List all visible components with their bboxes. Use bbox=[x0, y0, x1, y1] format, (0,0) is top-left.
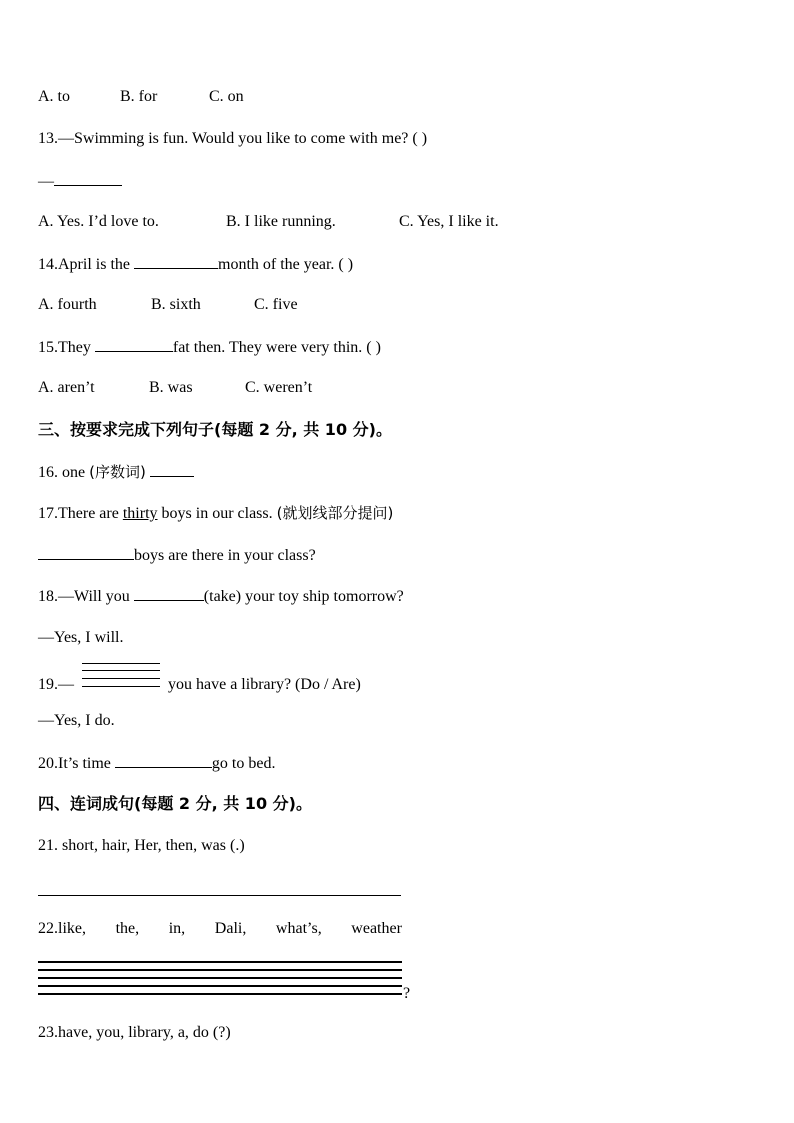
q14-stem-pre: 14.April is the bbox=[38, 256, 134, 273]
q14-stem bbox=[38, 254, 353, 275]
q17-instruction: (就划线部分提问) bbox=[276, 504, 394, 522]
q22-word: 22.like, bbox=[38, 920, 86, 937]
q17-stem-pre: 17.There are bbox=[38, 505, 123, 522]
q17-blank[interactable] bbox=[38, 545, 134, 560]
q22-answer-line-1 bbox=[38, 961, 402, 963]
q14-blank[interactable] bbox=[134, 254, 218, 269]
q16-blank[interactable] bbox=[150, 462, 194, 477]
q15-option-b[interactable]: B. was bbox=[149, 379, 193, 396]
q22-word: the, bbox=[115, 920, 140, 937]
q23-words: 23.have, you, library, a, do (?) bbox=[38, 1024, 231, 1041]
q19-blank-line-1 bbox=[82, 663, 160, 664]
q15-options bbox=[38, 378, 312, 398]
q20-stem-pre: 20.It’s time bbox=[38, 755, 115, 772]
q14-options bbox=[38, 295, 298, 315]
section-3-heading: 三、按要求完成下列句子(每题 2 分, 共 10 分)。 bbox=[38, 420, 392, 439]
q22-word: in, bbox=[168, 920, 186, 937]
q22-word: what’s, bbox=[275, 920, 322, 937]
q21-answer-line[interactable] bbox=[38, 895, 401, 896]
q14-option-b[interactable]: B. sixth bbox=[151, 296, 201, 313]
q20-stem bbox=[38, 753, 275, 774]
q15-stem-post: fat then. They were very thin. ( ) bbox=[172, 339, 381, 356]
q17-underlined-word: thirty bbox=[122, 505, 158, 522]
q17-answer-text: boys are there in your class? bbox=[134, 547, 316, 564]
q12-option-b[interactable]: B. for bbox=[120, 88, 158, 105]
q17-stem-post: boys in our class. bbox=[157, 505, 277, 522]
q20-blank[interactable] bbox=[115, 753, 212, 768]
q22-question-mark: ? bbox=[403, 985, 411, 1002]
q14-option-a[interactable]: A. fourth bbox=[38, 296, 97, 313]
q22-answer-line-3 bbox=[38, 977, 402, 979]
q16-stem-pre: 16. one bbox=[38, 464, 90, 481]
q15-option-c[interactable]: C. weren’t bbox=[245, 379, 313, 396]
q14-stem-post: month of the year. ( ) bbox=[218, 256, 354, 273]
q18-stem bbox=[38, 586, 404, 607]
q22-answer-line-5[interactable] bbox=[38, 993, 402, 995]
q18-stem-pre: 18.—Will you bbox=[38, 588, 134, 605]
q14-option-c[interactable]: C. five bbox=[254, 296, 298, 313]
q13-options bbox=[38, 212, 499, 232]
q19-reply: —Yes, I do. bbox=[38, 712, 115, 729]
q15-stem-pre: 15.They bbox=[38, 339, 95, 356]
q13-option-a[interactable]: A. Yes. I’d love to. bbox=[38, 213, 159, 230]
section-4-heading: 四、连词成句(每题 2 分, 共 10 分)。 bbox=[38, 794, 312, 813]
q12-options bbox=[38, 87, 244, 107]
q22-answer-line-4 bbox=[38, 985, 402, 987]
q18-blank[interactable] bbox=[134, 586, 204, 601]
q22-answer-line-2 bbox=[38, 969, 402, 971]
q18-reply: —Yes, I will. bbox=[38, 629, 124, 646]
q17-answer-line bbox=[38, 545, 316, 566]
q13-stem: 13.—Swimming is fun. Would you like to come with me? ( ) bbox=[38, 130, 428, 147]
q22-word: weather bbox=[351, 920, 402, 937]
q12-option-c[interactable]: C. on bbox=[209, 88, 244, 105]
q13-answer-line bbox=[38, 171, 122, 192]
q19-blank-line-2 bbox=[82, 670, 160, 671]
q22-words bbox=[38, 919, 402, 939]
q16-instruction: (序数词) bbox=[89, 463, 146, 481]
q22-word: Dali, bbox=[214, 920, 247, 937]
q13-dash: — bbox=[38, 173, 54, 190]
q15-stem bbox=[38, 337, 381, 358]
q19-stem-pre: 19.— bbox=[38, 676, 74, 693]
q19-stem bbox=[38, 675, 361, 695]
q17-stem bbox=[38, 503, 393, 524]
q19-stem-post: you have a library? (Do / Are) bbox=[164, 676, 361, 693]
q15-blank[interactable] bbox=[95, 337, 173, 352]
q18-stem-post: (take) your toy ship tomorrow? bbox=[203, 588, 404, 605]
q13-option-b[interactable]: B. I like running. bbox=[226, 213, 336, 230]
q20-stem-post: go to bed. bbox=[211, 755, 276, 772]
q21-words: 21. short, hair, Her, then, was (.) bbox=[38, 837, 245, 854]
q13-option-c[interactable]: C. Yes, I like it. bbox=[399, 213, 499, 230]
q16-stem bbox=[38, 462, 194, 483]
q12-option-a[interactable]: A. to bbox=[38, 88, 70, 105]
q13-blank[interactable] bbox=[54, 171, 122, 186]
q15-option-a[interactable]: A. aren’t bbox=[38, 379, 95, 396]
